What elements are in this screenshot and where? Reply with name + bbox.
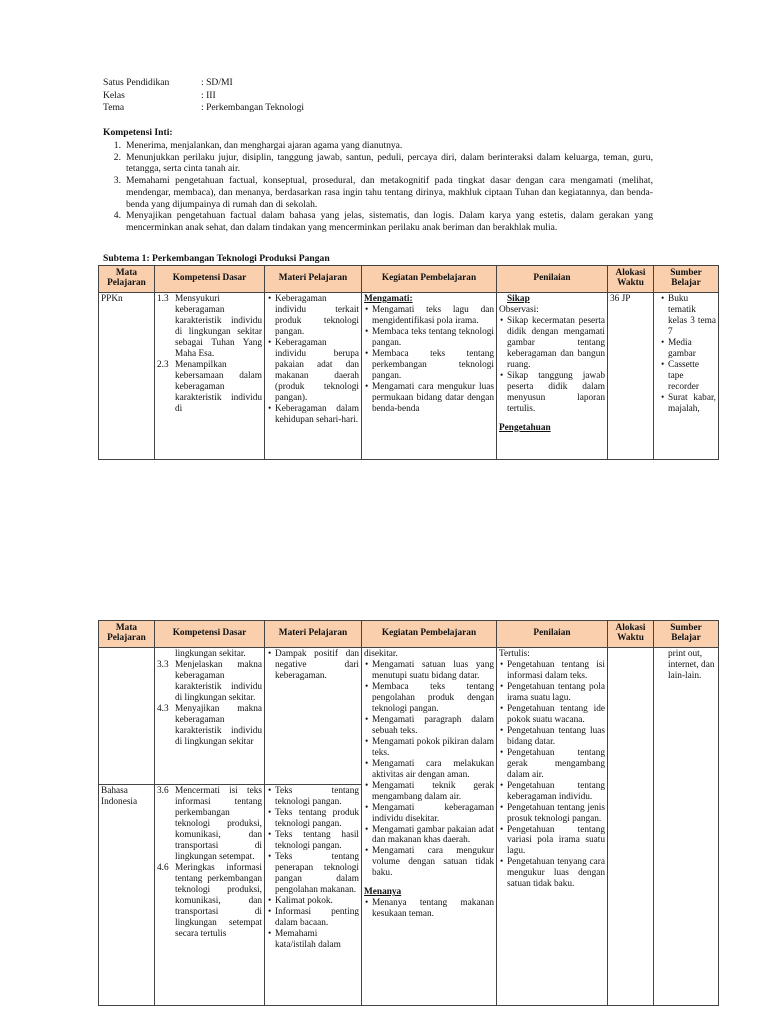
cell-sumber: • Buku tematik kelas 3 tema 7 • Media gambar • Cassette tape recorder • Surat kabar, majalah, xyxy=(654,293,719,460)
header-mata-pelajaran: Mata Pelajaran xyxy=(99,266,155,293)
cell-penilaian: Tertulis: • Pengetahuan tentang isi informasi dalam teks. • Pengetahuan tentang pola irama suatu lagu. • Pengetahuan tentang ide pokok suatu wacana. • Pengetahuan tentang luas bidang datar. • Pengetahuan tentang gerak mengambang dalam air. • Pengetahuan tentang keberagaman individu. • Pengetahuan tentang jenis prosuk teknologi pangan. • Pengetahuan tentang variasi pola irama suatu lagu. • Pengetahuan tenyang cara mengukur luas dengan satuan tidak baku. xyxy=(497,648,608,1006)
cell-kegiatan: disekitar. • Mengamati satuan luas yang menutupi suatu bidang datar. • Membaca teks tentang pengolahan produk dengan teknologi pangan. • Mengamati paragraph dalam sebuah teks. • Mengamati pokok pikiran dalam teks. • Mengamati cara melakukan aktivitas air dengan aman. • Mengamati teknik gerak mengambang dalam air. • Mengamati keberagaman individu disekitar. • Mengamati gambar pakaian adat dan makanan khas daerah. • Mengamati cara mengukur volume dengan satuan tidak baku. Menanya • Menanya tentang makanan kesukaan teman. xyxy=(362,648,497,1006)
identity-label: Satus Pendidikan xyxy=(103,77,170,88)
identity-value: : Perkembangan Teknologi xyxy=(201,102,305,113)
header-materi-pelajaran: Materi Pelajaran xyxy=(265,266,362,293)
ki-item: 4. Menyajikan pengetahuan factual dalam bahasa yang jelas, sistematis, dan logis. Dalam karya yang estetis, dalam gerakan yang mencerminkan anak sehat, dan dalam tindakan yang mencerminkan perilaku anak beriman dan berakhlak mulia. xyxy=(113,210,653,233)
header-penilaian: Penilaian xyxy=(497,266,608,293)
cell-kompetensi-dasar: lingkungan sekitar. 3.3 Menjelaskan makna keberagaman karakteristik individu di lingkungan sekitar. 4.3 Menyajikan makna keberagaman karakteristik individu di lingkungan sekitar xyxy=(155,648,265,785)
header-kegiatan-pembelajaran: Kegiatan Pembelajaran xyxy=(362,621,497,648)
ki-item: 2. Menunjukkan perilaku jujur, disiplin, tanggung jawab, santun, peduli, percaya diri, dalam berinteraksi dalam keluarga, teman, guru, tetangga, serta cinta tanah air. xyxy=(113,151,653,175)
cell-mapel: PPKn xyxy=(99,293,155,460)
syllabus-table-page-1 xyxy=(98,265,719,460)
cell-materi: • Keberagaman individu terkait produk teknologi pangan. • Keberagaman individu berupa pakaian adat dan makanan daerah (produk teknologi pangan). • Keberagaman dalam kehidupan sehari-hari. xyxy=(265,293,362,460)
cell-alokasi: 36 JP xyxy=(608,293,654,460)
identity-value: : SD/MI xyxy=(201,77,233,88)
kompetensi-inti-title: Kompetensi Inti: xyxy=(103,127,173,138)
subtema-title: Subtema 1: Perkembangan Teknologi Produksi Pangan xyxy=(103,253,330,264)
identity-block xyxy=(103,77,503,115)
ki-item: 3. Memahami pengetahuan factual, konseptual, prosedural, dan metakognitif pada tingkat dasar dengan cara mengamati (melihat, mendengar, membaca), dan menanya, berdasarkan rasa ingin tahu tentang dirinya, makhluk ciptaan Tuhan dan kegiatannya, dan benda-benda yang dijumpainya di rumah dan di sekolah. xyxy=(113,175,653,210)
identity-row-satus xyxy=(103,77,503,90)
header-kompetensi-dasar: Kompetensi Dasar xyxy=(155,266,265,293)
header-sumber-belajar: Sumber Belajar xyxy=(654,621,719,648)
header-mata-pelajaran: Mata Pelajaran xyxy=(99,621,155,648)
identity-label: Kelas xyxy=(103,89,125,101)
identity-label: Tema xyxy=(103,102,125,113)
kompetensi-inti-list xyxy=(103,140,653,234)
table-header-row xyxy=(99,266,719,293)
cell-alokasi xyxy=(608,648,654,1006)
header-alokasi-waktu: Alokasi Waktu xyxy=(608,621,654,648)
cell-penilaian: Sikap Observasi: • Sikap kecermatan peserta didik dengan mengamati gambar tentang keberagaman dan bangun ruang. • Sikap tanggung jawab peserta didik dalam menyusun laporan tertulis. Pengetahuan xyxy=(497,293,608,460)
header-kompetensi-dasar: Kompetensi Dasar xyxy=(155,621,265,648)
cell-sumber: print out, internet, dan lain-lain. xyxy=(654,648,719,1006)
header-sumber-belajar: Sumber Belajar xyxy=(654,266,719,293)
cell-mapel xyxy=(99,648,155,785)
cell-mapel: Bahasa Indonesia xyxy=(99,785,155,1006)
header-penilaian: Penilaian xyxy=(497,621,608,648)
header-kegiatan-pembelajaran: Kegiatan Pembelajaran xyxy=(362,266,497,293)
table-row xyxy=(99,293,719,460)
table-header-row xyxy=(99,621,719,648)
header-alokasi-waktu: Alokasi Waktu xyxy=(608,266,654,293)
cell-materi: • Teks tentang teknologi pangan. • Teks tentang produk teknologi pangan. • Teks tentang hasil teknologi pangan. • Teks tentang penerapan teknologi pangan dalam pengolahan makanan. • Kalimat pokok. • Informasi penting dalam bacaan. • Memahami kata/istilah dalam xyxy=(265,785,362,1006)
identity-value: : III xyxy=(201,89,216,101)
syllabus-table-page-2 xyxy=(98,620,719,1006)
header-materi-pelajaran: Materi Pelajaran xyxy=(265,621,362,648)
cell-kompetensi-dasar: 3.6 Mencermati isi teks informasi tentang perkembangan teknologi produksi, komunikasi, dan transportasi di lingkungan setempat. 4.6 Meringkas informasi tentang perkembangan teknologi produksi, komunikasi, dan transportasi di lingkungan setempat secara tertulis xyxy=(155,785,265,1006)
cell-kegiatan: Mengamati: • Mengamati teks lagu dan mengidentifikasi pola irama. • Membaca teks tentang teknologi pangan. • Membaca teks tentang perkembangan teknologi pangan. • Mengamati cara mengukur luas permukaan bidang datar dengan benda-benda xyxy=(362,293,497,460)
cell-materi: • Dampak positif dan negative dari keberagaman. xyxy=(265,648,362,785)
table-row xyxy=(99,648,719,785)
cell-kompetensi-dasar: 1.3 Mensyukuri keberagaman karakteristik individu di lingkungan sekitar sebagai Tuhan Yang Maha Esa. 2.3 Menampilkan kebersamaan dalam keberagaman karakteristik individu di xyxy=(155,293,265,460)
identity-row-tema xyxy=(103,102,503,115)
ki-item: 1. Menerima, menjalankan, dan menghargai ajaran agama yang dianutnya. xyxy=(113,140,403,151)
identity-row-kelas xyxy=(103,90,503,103)
